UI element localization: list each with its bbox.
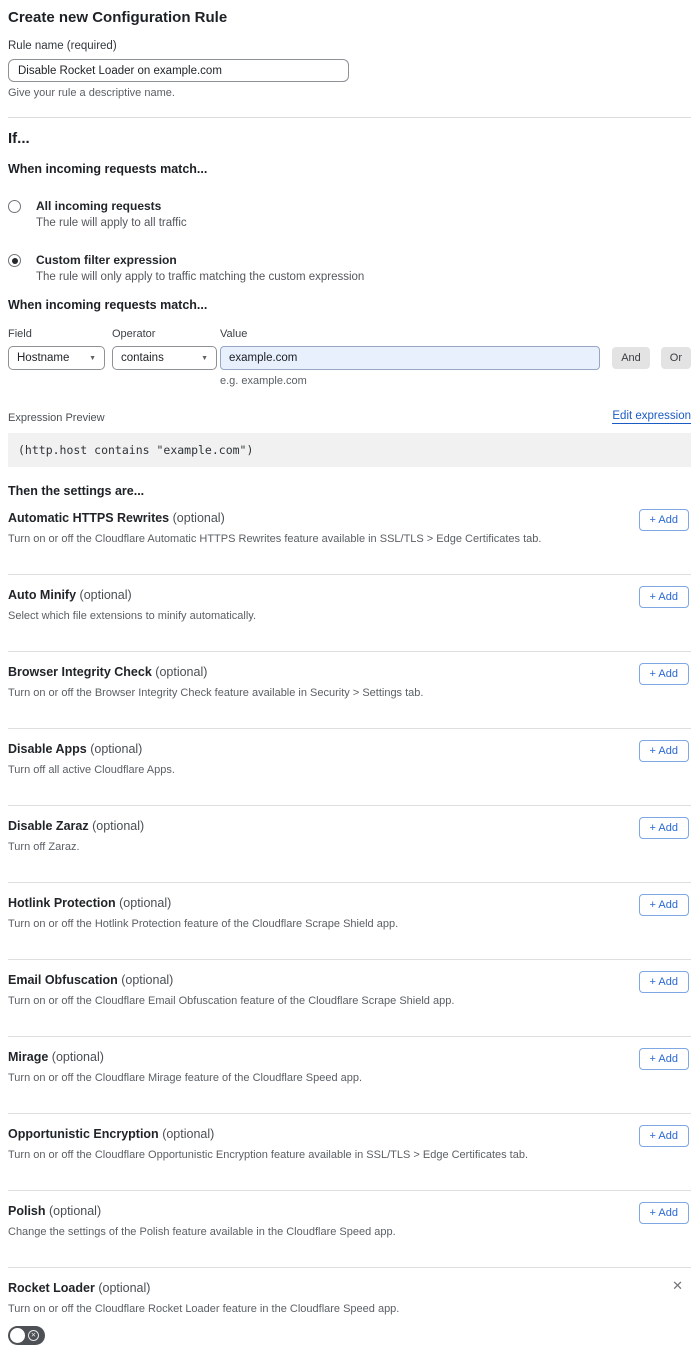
field-select[interactable] [8,346,105,370]
setting-description: Turn on or off the Browser Integrity Check feature available in Security > Settings tab. [8,687,424,699]
setting-optional: (optional) [49,1204,102,1218]
and-button[interactable]: And [612,347,650,369]
setting-title [8,1204,631,1218]
setting-description: Turn on or off the Hotlink Protection feature of the Cloudflare Scrape Shield app. [8,918,399,930]
add-button[interactable]: + Add [639,740,689,762]
setting-description: Turn on or off the Cloudflare Automatic HTTPS Rewrites feature available in SSL/TLS > Edge Certificates tab. [8,533,542,545]
setting-title [8,1281,631,1295]
setting-description: Turn on or off the Cloudflare Email Obfuscation feature of the Cloudflare Scrape Shield app. [8,995,455,1007]
setting-optional: (optional) [121,973,174,987]
setting-description: Turn off all active Cloudflare Apps. [8,764,175,776]
radio-label: All incoming requests [36,199,162,213]
radio-button-icon[interactable] [8,200,21,213]
expression-preview-label: Expression Preview [8,412,105,424]
setting-row-disable-apps [8,729,691,806]
incoming-requests-match-heading: When incoming requests match... [8,162,208,176]
setting-title [8,896,631,910]
setting-description: Change the settings of the Polish feature available in the Cloudflare Speed app. [8,1226,396,1238]
operator-select[interactable] [112,346,217,370]
add-button[interactable]: + Add [639,1048,689,1070]
setting-title [8,665,631,679]
setting-row-polish [8,1191,691,1268]
setting-name: Rocket Loader [8,1281,95,1295]
page-title: Create new Configuration Rule [8,9,228,26]
field-label: Field [8,328,32,340]
setting-row-disable-zaraz [8,806,691,883]
value-input[interactable] [220,346,600,370]
filter-match-heading: When incoming requests match... [8,298,208,312]
setting-optional: (optional) [119,896,172,910]
radio-description: The rule will apply to all traffic [36,217,187,229]
filter-expression-row [8,346,691,370]
setting-row-email-obfuscation [8,960,691,1037]
setting-row-automatic-https-rewrites [8,498,691,575]
setting-optional: (optional) [155,665,208,679]
radio-label: Custom filter expression [36,253,177,267]
add-button[interactable]: + Add [639,586,689,608]
setting-name: Mirage [8,1050,49,1064]
setting-description: Turn off Zaraz. [8,841,80,853]
rule-name-helper: Give your rule a descriptive name. [8,87,175,99]
setting-name: Browser Integrity Check [8,665,152,679]
setting-name: Disable Zaraz [8,819,89,833]
setting-name: Automatic HTTPS Rewrites [8,511,170,525]
operator-select-value: contains [121,352,164,364]
edit-expression-link[interactable]: Edit expression [612,410,691,422]
setting-optional: (optional) [172,511,225,525]
radio-custom-filter-expression[interactable] [8,253,691,283]
value-label: Value [220,328,248,340]
setting-name: Hotlink Protection [8,896,116,910]
add-button[interactable]: + Add [639,971,689,993]
setting-row-rocket-loader [8,1268,691,1355]
radio-description: The rule will only apply to traffic matching the custom expression [36,271,365,283]
setting-description: Select which file extensions to minify automatically. [8,610,257,622]
setting-name: Email Obfuscation [8,973,118,987]
value-helper: e.g. example.com [220,375,307,387]
add-button[interactable]: + Add [639,663,689,685]
setting-description: Turn on or off the Cloudflare Opportunistic Encryption feature available in SSL/TLS > Edge Certificates tab. [8,1149,529,1161]
setting-description: Turn on or off the Cloudflare Mirage feature of the Cloudflare Speed app. [8,1072,363,1084]
setting-name: Opportunistic Encryption [8,1127,159,1141]
setting-title [8,819,631,833]
settings-list [8,498,691,1355]
setting-title [8,1127,631,1141]
rule-name-input[interactable] [8,59,349,82]
add-button[interactable]: + Add [639,817,689,839]
setting-name: Auto Minify [8,588,77,602]
setting-title [8,1050,631,1064]
expression-preview-code [8,433,691,467]
setting-row-hotlink-protection [8,883,691,960]
chevron-down-icon: ▼ [201,354,208,362]
operator-label: Operator [112,328,156,340]
setting-name: Polish [8,1204,46,1218]
close-icon[interactable]: ✕ [672,1278,683,1293]
setting-optional: (optional) [79,588,132,602]
rule-name-group [8,40,691,99]
setting-optional: (optional) [92,819,145,833]
add-button[interactable]: + Add [639,1125,689,1147]
setting-title [8,511,631,525]
setting-optional: (optional) [162,1127,215,1141]
setting-row-opportunistic-encryption [8,1114,691,1191]
add-button[interactable]: + Add [639,894,689,916]
expression-preview-header [8,410,691,424]
radio-button-icon[interactable] [8,254,21,267]
match-type-radio-group [8,199,691,283]
chevron-down-icon: ▼ [89,354,96,362]
rule-name-label: Rule name (required) [8,40,117,52]
setting-name: Disable Apps [8,742,87,756]
radio-texts [36,199,187,229]
setting-optional: (optional) [51,1050,104,1064]
setting-row-browser-integrity-check [8,652,691,729]
setting-title [8,588,631,602]
expression-code-text: (http.host contains "example.com") [18,443,254,457]
setting-optional: (optional) [90,742,143,756]
or-button[interactable]: Or [661,347,691,369]
setting-optional: (optional) [98,1281,151,1295]
settings-heading: Then the settings are... [8,484,145,498]
setting-row-auto-minify [8,575,691,652]
add-button[interactable]: + Add [639,1202,689,1224]
radio-texts [36,253,364,283]
filter-column-labels [8,328,691,340]
setting-title [8,973,631,987]
add-button[interactable]: + Add [639,509,689,531]
field-select-value: Hostname [17,352,70,364]
toggle-off-icon: ✕ [28,1330,39,1341]
setting-row-mirage [8,1037,691,1114]
setting-description: Turn on or off the Cloudflare Rocket Loader feature in the Cloudflare Speed app. [8,1303,400,1315]
radio-all-incoming-requests[interactable] [8,199,691,229]
section-divider [8,117,691,118]
toggle-knob [10,1328,25,1343]
if-heading: If... [8,130,30,147]
setting-title [8,742,631,756]
